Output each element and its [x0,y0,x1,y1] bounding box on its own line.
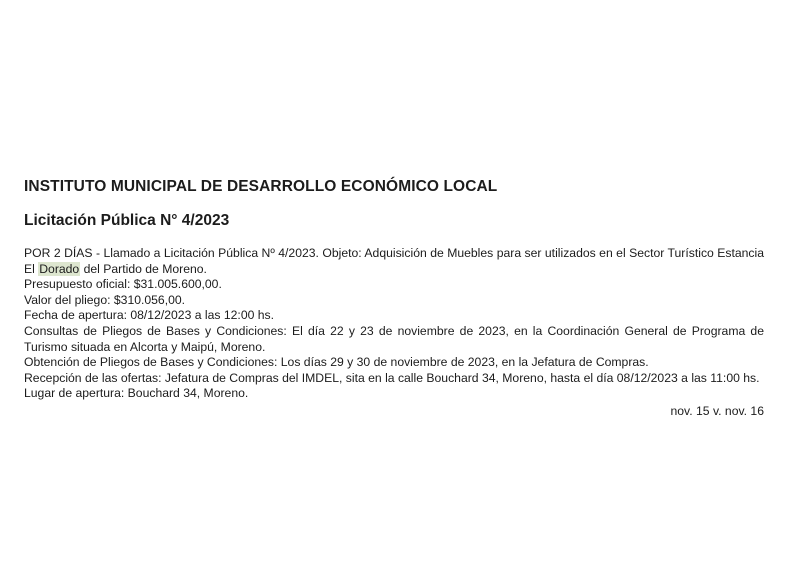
opening-place-line: Lugar de apertura: Bouchard 34, Moreno. [24,386,249,401]
consultations-paragraph: Consultas de Pliegos de Bases y Condiciones: El día 22 y 23 de noviembre de 2023, en la Coordinación General de Programa de Turismo situada en Alcorta y Maipú, Moreno. [24,323,764,354]
budget-line: Presupuesto oficial: $31.005.600,00. [24,277,222,292]
notice-body [24,246,764,420]
obtaining-paragraph: Obtención de Pliegos de Bases y Condiciones: Los días 29 y 30 de noviembre de 2023, en la Jefatura de Compras. [24,355,649,370]
intro-paragraph [24,246,764,277]
organization-heading: INSTITUTO MUNICIPAL DE DESARROLLO ECONÓMICO LOCAL [24,178,498,195]
tender-title: Licitación Pública N° 4/2023 [24,212,230,229]
document [24,178,764,420]
intro-text-end: del Partido de Moreno. [80,261,207,276]
highlighted-word: Dorado [39,261,80,276]
publication-dates: nov. 15 v. nov. 16 [670,403,764,418]
reception-paragraph: Recepción de las ofertas: Jefatura de Compras del IMDEL, sita en la calle Bouchard 34, Moreno, hasta el día 08/12/2023 a las 11:00 hs. [24,370,760,385]
sheet-value-line: Valor del pliego: $310.056,00. [24,292,186,307]
intro-text: POR 2 DÍAS - Llamado a Licitación Pública Nº 4/2023. Objeto: Adquisición de Muebles para ser utilizados en el Sector Turístico Estancia El [24,246,764,276]
opening-date-line: Fecha de apertura: 08/12/2023 a las 12:00 hs. [24,308,275,323]
